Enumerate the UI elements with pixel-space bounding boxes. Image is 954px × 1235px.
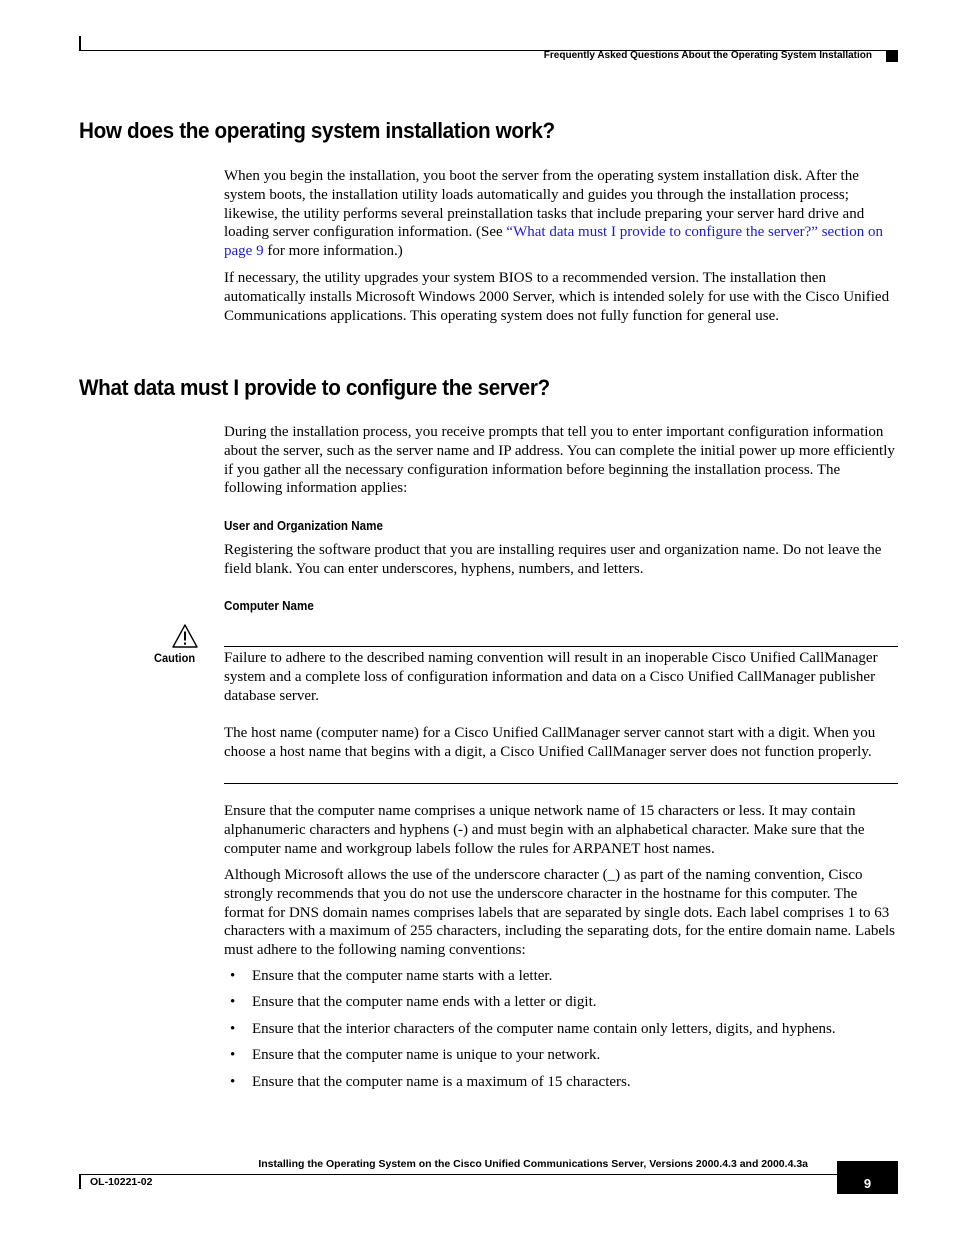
- caution-top-rule: [224, 646, 898, 647]
- paragraph-user-organization: Registering the software product that you are installing requires user and organization name. Do not leave the field blank. You can enter underscores, hyphens, numbers, and letters.: [224, 542, 882, 577]
- paragraph-computer-name-rules: Ensure that the computer name comprises a unique network name of 15 characters or less. It may contain alphanumeric characters and hyphens (-) and must begin with an alphabetical character. Make sure that the computer name and workgroup labels follow the rules for ARPANET host names.: [224, 803, 865, 857]
- warning-triangle-icon: [172, 624, 198, 648]
- list-item-text: Ensure that the computer name is a maximum of 15 characters.: [252, 1073, 631, 1090]
- header-square-marker: [886, 50, 898, 62]
- list-item: [224, 967, 898, 986]
- section-heading-installation: How does the operating system installation work?: [79, 118, 555, 143]
- header-left-bar: [79, 36, 81, 51]
- footer-doc-number: OL-10221-02: [90, 1176, 153, 1188]
- footer-book-title: Installing the Operating System on the Cisco Unified Communications Server, Versions 2000.4.3 and 2000.4.3a: [258, 1158, 808, 1170]
- list-item: [224, 993, 898, 1012]
- list-item-text: Ensure that the computer name ends with a letter or digit.: [252, 994, 597, 1011]
- list-item: [224, 1020, 898, 1039]
- bullet-glyph: •: [230, 1047, 236, 1064]
- page-number: 9: [863, 1176, 872, 1191]
- footer-rule: [79, 1174, 837, 1175]
- paragraph-text: When you begin the installation, you boot the server from the operating system installation disk. After the system boots, the installation utility loads automatically and guides you through the installation process; likewise, the utility performs several preinstallation tasks that include preparing your server hard drive and loading server configuration information. (See: [224, 168, 865, 241]
- caution-bottom-rule: [224, 783, 898, 784]
- paragraph-dns-naming: Although Microsoft allows the use of the underscore character (_) as part of the naming convention, Cisco strongly recommends that you do not use the underscore character in the hostname for this computer. The format for DNS domain names comprises labels that are separated by single dots. Each label comprises 1 to 63 characters with a maximum of 255 characters, including the separating dots, for the entire domain name. Labels must adhere to the following naming conventions:: [224, 867, 896, 959]
- subheading-computer-name: Computer Name: [224, 599, 314, 613]
- footer-left-bar: [79, 1174, 81, 1189]
- running-header-title: Frequently Asked Questions About the Operating System Installation: [543, 50, 872, 61]
- paragraph-text: for more information.): [263, 243, 403, 260]
- caution-text-host-name: The host name (computer name) for a Cisco Unified CallManager server cannot start with a digit. When you choose a host name that begins with a digit, a Cisco Unified CallManager server does not function properly.: [224, 725, 876, 760]
- bullet-glyph: •: [230, 968, 236, 984]
- bullet-glyph: •: [230, 1073, 236, 1090]
- bullet-glyph: •: [230, 1020, 236, 1037]
- paragraph-config-intro: During the installation process, you receive prompts that tell you to enter important configuration information about the server, such as the server name and IP address. You can complete the initial power up more efficiently if you gather all the necessary configuration information before beginning the installation process. The following information applies:: [224, 424, 895, 497]
- list-item-text: Ensure that the computer name starts with a letter.: [252, 968, 553, 984]
- subheading-user-organization: User and Organization Name: [224, 519, 383, 533]
- caution-text-naming-convention: Failure to adhere to the described naming convention will result in an inoperable Cisco Unified CallManager system and a complete loss of configuration information and data on a Cisco Unified CallManager publisher database server.: [224, 650, 878, 704]
- list-item: [224, 1073, 898, 1092]
- bullet-glyph: •: [230, 994, 236, 1011]
- list-item-text: Ensure that the interior characters of the computer name contain only letters, digits, and hyphens.: [252, 1020, 836, 1037]
- list-item: [224, 1046, 898, 1065]
- caution-label: Caution: [154, 651, 196, 665]
- list-item-text: Ensure that the computer name is unique to your network.: [252, 1047, 601, 1064]
- paragraph-installation-overview: [224, 167, 898, 261]
- naming-convention-list: [224, 967, 898, 1099]
- section-heading-configure-server: What data must I provide to configure the server?: [79, 375, 550, 400]
- cross-reference-link[interactable]: “What data must I provide to configure the server?” section on page 9: [224, 224, 883, 260]
- paragraph-bios-upgrade: If necessary, the utility upgrades your system BIOS to a recommended version. The installation then automatically installs Microsoft Windows 2000 Server, which is intended solely for use with the Cisco Unified Communications applications. This operating system does not fully function for general use.: [224, 270, 890, 324]
